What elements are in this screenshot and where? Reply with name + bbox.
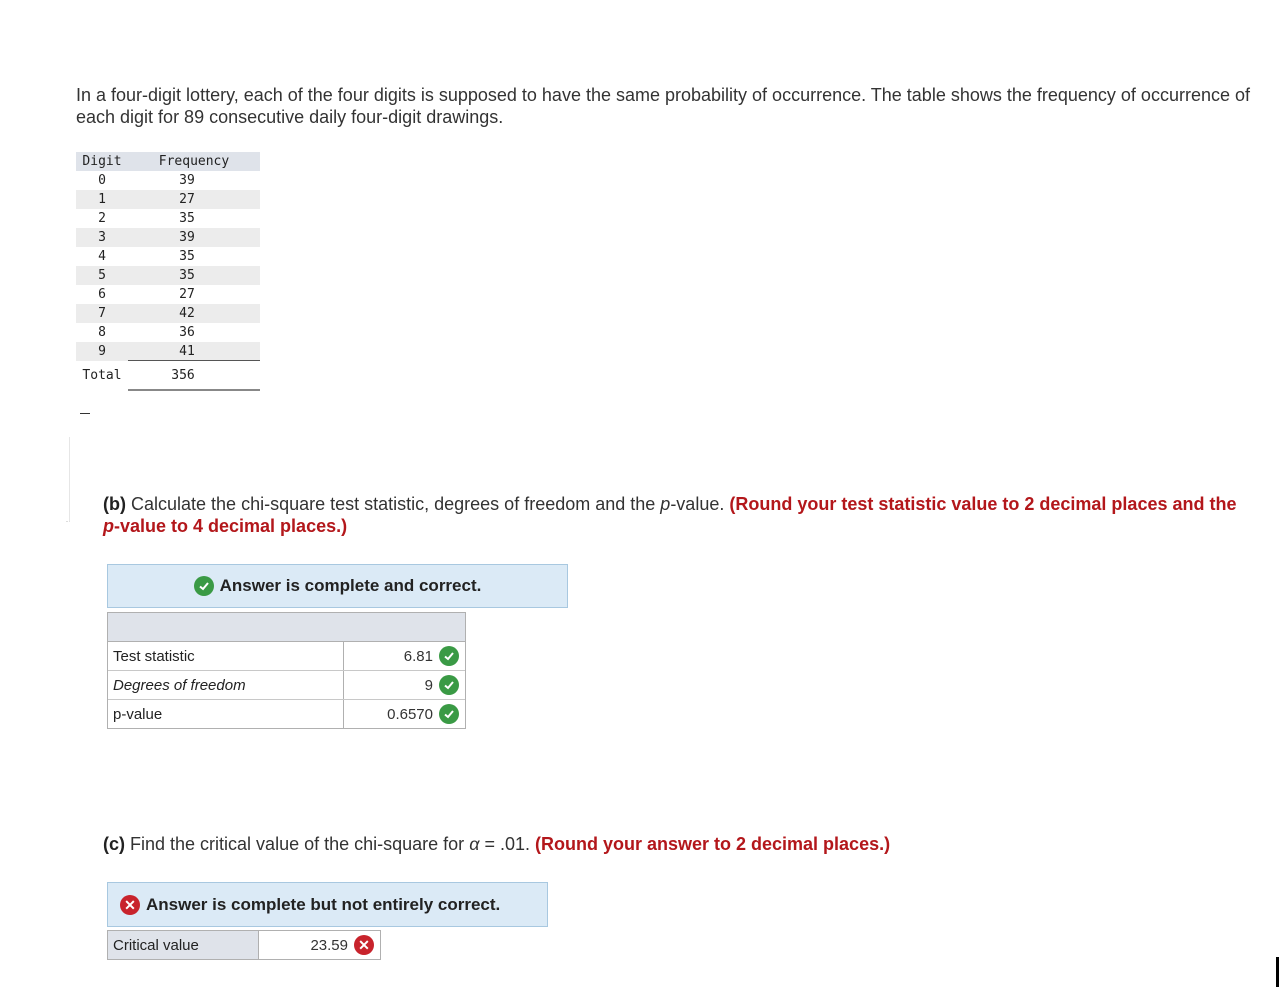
digit-cell: 7 xyxy=(98,306,106,321)
table-row xyxy=(76,304,260,323)
frequency-table xyxy=(76,152,260,387)
question-c-label: (c) xyxy=(103,834,125,854)
incorrect-banner-text: Answer is complete but not entirely correct. xyxy=(146,894,501,914)
digit-cell: 5 xyxy=(98,268,106,283)
sum-rule xyxy=(128,360,260,361)
frequency-cell: 35 xyxy=(179,211,195,226)
degrees-of-freedom-field[interactable] xyxy=(344,671,465,699)
frequency-cell: 27 xyxy=(179,287,195,302)
correct-banner-text: Answer is complete and correct. xyxy=(219,576,482,595)
digit-cell: 3 xyxy=(98,230,106,245)
table-row xyxy=(76,285,260,304)
degrees-of-freedom-value: 9 xyxy=(424,676,433,694)
frequency-cell: 35 xyxy=(179,249,195,264)
frequency-cell: 36 xyxy=(179,325,195,340)
frequency-cell: 39 xyxy=(179,173,195,188)
header-digit: Digit xyxy=(82,154,122,169)
question-b-label: (b) xyxy=(103,494,126,514)
x-circle-icon: ✕ xyxy=(120,895,140,915)
frequency-cell: 41 xyxy=(179,344,195,359)
answer-row-test-statistic xyxy=(108,642,465,671)
critical-value-label: Critical value xyxy=(108,931,259,959)
question-b-text-2: -value. xyxy=(670,494,730,514)
table-row xyxy=(76,228,260,247)
check-circle-icon xyxy=(439,675,459,695)
incorrect-banner xyxy=(107,882,548,927)
frequency-cell: 35 xyxy=(179,268,195,283)
check-circle-icon xyxy=(439,704,459,724)
digit-cell: 6 xyxy=(98,287,106,302)
digit-cell: 8 xyxy=(98,325,106,340)
digit-cell: 2 xyxy=(98,211,106,226)
question-b xyxy=(103,493,1253,537)
answer-row-degrees-of-freedom xyxy=(108,671,465,700)
table-row xyxy=(76,190,260,209)
table-row xyxy=(76,323,260,342)
p-symbol: p xyxy=(660,494,671,514)
question-c-instruction: (Round your answer to 2 decimal places.) xyxy=(535,834,891,854)
digit-cell: 0 xyxy=(98,173,106,188)
table-row xyxy=(76,342,260,361)
test-statistic-value: 6.81 xyxy=(403,647,433,665)
frequency-cell: 42 xyxy=(179,306,195,321)
question-c xyxy=(103,833,1253,855)
x-circle-icon: ✕ xyxy=(354,935,374,955)
instruction-p-symbol: p xyxy=(103,516,114,536)
scrollbar-edge xyxy=(1276,957,1279,987)
instruction-part-1: (Round your test statistic value to 2 decimal places and the xyxy=(729,494,1237,514)
frequency-cell: 27 xyxy=(179,192,195,207)
table-row xyxy=(76,171,260,190)
intro-text: In a four-digit lottery, each of the four digits is supposed to have the same probability of occurrence. The table shows the frequency of occurrence of each digit for 89 consecutive daily four-digit drawings. xyxy=(76,85,1250,127)
check-circle-icon xyxy=(439,646,459,666)
instruction-part-2: -value to 4 decimal places.) xyxy=(114,516,348,536)
table-row xyxy=(76,209,260,228)
p-value-label: p-value xyxy=(108,700,344,728)
test-statistic-field[interactable] xyxy=(344,642,465,670)
header-frequency: Frequency xyxy=(158,154,230,169)
answer-table-header xyxy=(108,613,465,642)
answer-table xyxy=(107,612,466,729)
frequency-table-header xyxy=(76,152,260,171)
p-value-value: 0.6570 xyxy=(387,705,433,723)
table-row xyxy=(76,247,260,266)
p-value-field[interactable] xyxy=(344,700,465,728)
divider-mark xyxy=(80,413,90,414)
frequency-cell: 39 xyxy=(179,230,195,245)
total-row xyxy=(76,363,260,387)
answer-row-p-value xyxy=(108,700,465,728)
question-c-text: Find the critical value of the chi-square for xyxy=(130,834,470,854)
total-rule xyxy=(128,389,260,391)
left-gutter xyxy=(66,437,70,522)
alpha-symbol: α xyxy=(469,834,480,854)
degrees-of-freedom-label: Degrees of freedom xyxy=(108,671,344,699)
question-c-text-2: = .01. xyxy=(479,834,535,854)
correct-banner xyxy=(107,564,568,608)
digit-cell: 4 xyxy=(98,249,106,264)
total-label: Total xyxy=(82,367,122,383)
critical-value-row xyxy=(107,930,381,960)
critical-value-field[interactable] xyxy=(259,931,380,959)
critical-value-value: 23.59 xyxy=(310,936,348,954)
digit-cell: 9 xyxy=(98,344,106,359)
table-row xyxy=(76,266,260,285)
digit-cell: 1 xyxy=(98,192,106,207)
test-statistic-label: Test statistic xyxy=(108,642,344,670)
check-circle-icon xyxy=(194,576,214,596)
total-value: 356 xyxy=(171,367,195,383)
question-b-text: Calculate the chi-square test statistic, degrees of freedom and the xyxy=(131,494,661,514)
